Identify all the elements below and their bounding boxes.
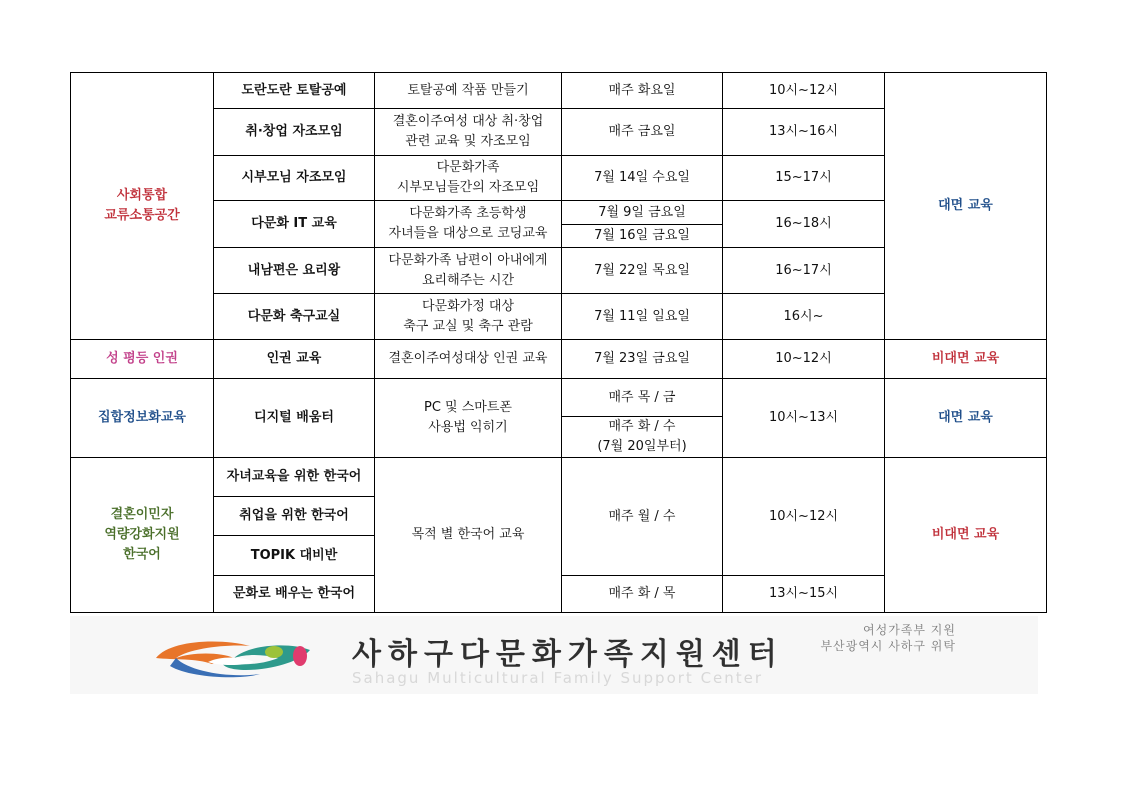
- program-content: 다문화가족 남편이 아내에게 요리해주는 시간: [375, 248, 562, 294]
- program-name: 취·창업 자조모임: [214, 109, 375, 156]
- program-time: 10~12시: [723, 340, 885, 379]
- program-content: PC 및 스마트폰 사용법 익히기: [375, 379, 562, 458]
- program-date: 7월 16일 금요일: [562, 225, 723, 248]
- program-content: 목적 별 한국어 교육: [375, 458, 562, 613]
- org-name: 사하구다문화가족지원센터: [352, 637, 784, 672]
- program-date: 매주 목 / 금: [562, 379, 723, 417]
- program-name: 시부모님 자조모임: [214, 156, 375, 201]
- center-banner: [70, 616, 1038, 694]
- program-name: 자녀교육을 위한 한국어: [214, 458, 375, 497]
- program-date: 매주 월 / 수: [562, 458, 723, 576]
- program-time: 16~17시: [723, 248, 885, 294]
- program-date: 매주 금요일: [562, 109, 723, 156]
- category-social-integration: 사회통합 교류소통공간: [71, 73, 214, 340]
- program-name: TOPIK 대비반: [214, 536, 375, 576]
- program-name: 인권 교육: [214, 340, 375, 379]
- sahagu-center-logo-mark: [150, 636, 318, 680]
- delivery-mode-gender: 비대면 교육: [885, 340, 1047, 379]
- program-date: 7월 11일 일요일: [562, 294, 723, 340]
- program-content: 다문화가족 초등학생 자녀들을 대상으로 코딩교육: [375, 201, 562, 248]
- program-content: 결혼이주여성 대상 취·창업 관련 교육 및 자조모임: [375, 109, 562, 156]
- program-time: 10시~12시: [723, 73, 885, 109]
- program-name: 내남편은 요리왕: [214, 248, 375, 294]
- program-time: 16~18시: [723, 201, 885, 248]
- program-schedule-table: [70, 72, 1047, 613]
- org-name-english: Sahagu Multicultural Family Support Center: [352, 669, 764, 687]
- program-date: 매주 화요일: [562, 73, 723, 109]
- program-date: 7월 9일 금요일: [562, 201, 723, 225]
- program-content: 다문화가정 대상 축구 교실 및 축구 관람: [375, 294, 562, 340]
- program-name: 디지털 배움터: [214, 379, 375, 458]
- category-korean-support: 결혼이민자 역량강화지원 한국어: [71, 458, 214, 613]
- delivery-mode-social: 대면 교육: [885, 73, 1047, 340]
- program-name: 문화로 배우는 한국어: [214, 576, 375, 613]
- program-date: 매주 화 / 목: [562, 576, 723, 613]
- category-info-education: 집합정보화교육: [71, 379, 214, 458]
- program-date: 7월 23일 금요일: [562, 340, 723, 379]
- program-content: 다문화가족 시부모님들간의 자조모임: [375, 156, 562, 201]
- program-time: 13시~16시: [723, 109, 885, 156]
- program-time: 10시~13시: [723, 379, 885, 458]
- program-name: 도란도란 토탈공예: [214, 73, 375, 109]
- program-date: 7월 14일 수요일: [562, 156, 723, 201]
- program-content: 결혼이주여성대상 인권 교육: [375, 340, 562, 379]
- program-name: 다문화 축구교실: [214, 294, 375, 340]
- program-date: 7월 22일 목요일: [562, 248, 723, 294]
- support-line-2: 부산광역시 사하구 위탁: [820, 639, 956, 653]
- program-time: 13시~15시: [723, 576, 885, 613]
- program-date: 매주 화 / 수 (7월 20일부터): [562, 417, 723, 458]
- program-time: 15~17시: [723, 156, 885, 201]
- support-line-1: 여성가족부 지원: [863, 623, 956, 637]
- category-gender-equality: 성 평등 인권: [71, 340, 214, 379]
- delivery-mode-korean: 비대면 교육: [885, 458, 1047, 613]
- program-time: 10시~12시: [723, 458, 885, 576]
- delivery-mode-info: 대면 교육: [885, 379, 1047, 458]
- program-name: 다문화 IT 교육: [214, 201, 375, 248]
- program-name: 취업을 위한 한국어: [214, 497, 375, 536]
- program-time: 16시~: [723, 294, 885, 340]
- program-content: 토탈공예 작품 만들기: [375, 73, 562, 109]
